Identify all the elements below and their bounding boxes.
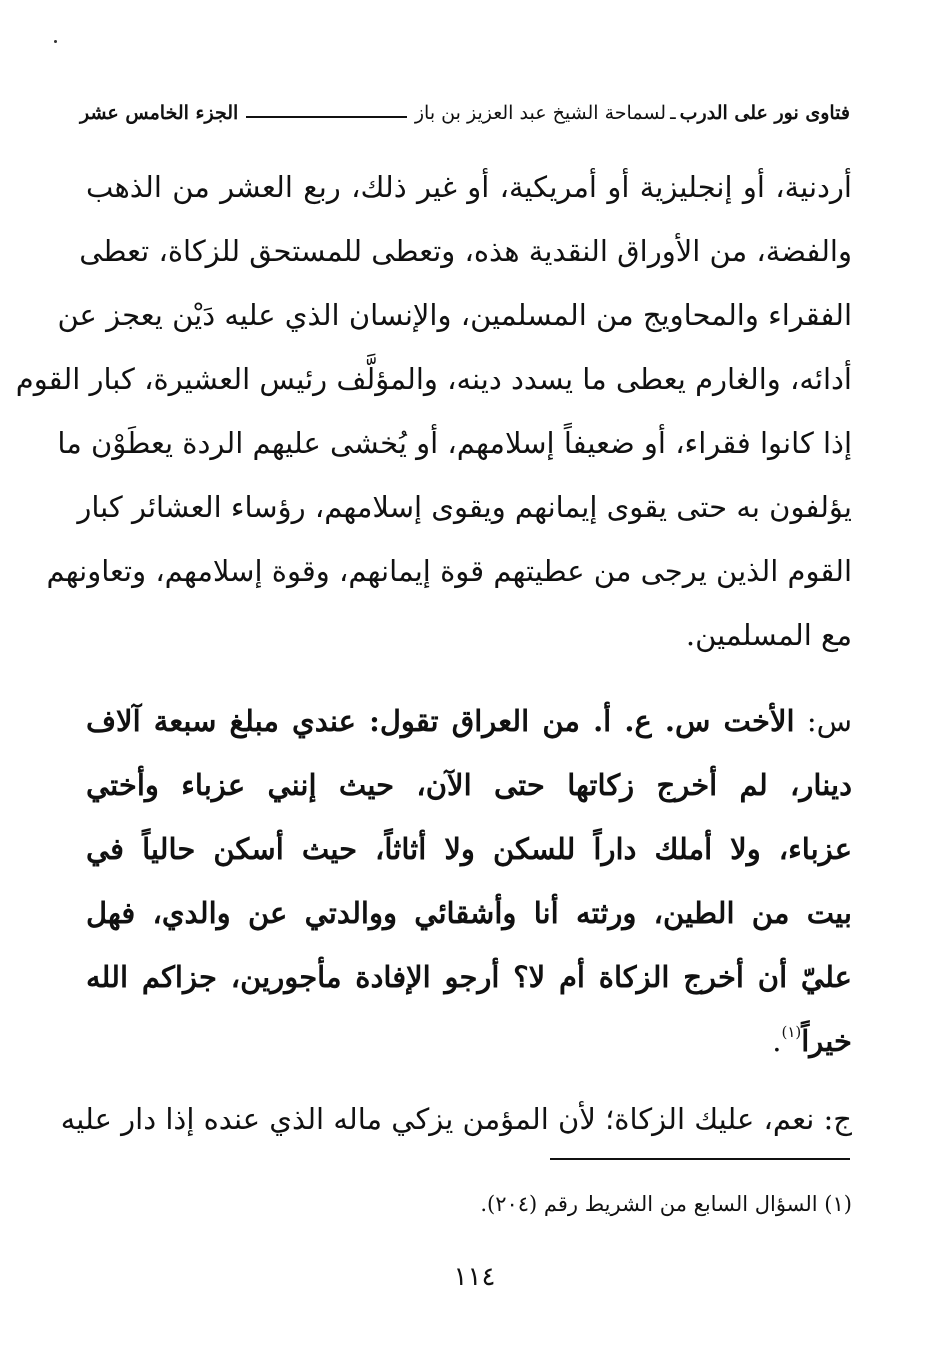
text-line: يؤلفون به حتى يقوى إيمانهم ويقوى إسلامهم، رؤساء العشائر كبار bbox=[77, 490, 852, 524]
text-line: الفقراء والمحاويج من المسلمين، والإنسان الذي عليه دَيْن يعجز عن bbox=[57, 298, 852, 332]
text-line: والفضة، من الأوراق النقدية هذه، وتعطى للمستحق للزكاة، تعطى bbox=[79, 234, 852, 268]
book-title: فتاوى نور على الدرب bbox=[679, 102, 850, 124]
text-line: مع المسلمين. bbox=[685, 618, 852, 652]
answer-block bbox=[60, 1087, 852, 1151]
volume-part: الجزء الخامس عشر bbox=[80, 102, 239, 124]
footnote-text: (١) السؤال السابع من الشريط رقم (٢٠٤). bbox=[480, 1192, 852, 1216]
question-text: الأخت س. ع. أ. من العراق تقول: عندي مبلغ سبعة آلاف bbox=[86, 704, 795, 738]
question-line: عليّ أن أخرج الزكاة أم لا؟ أرجو الإفادة مأجورين، جزاكم الله bbox=[86, 960, 852, 994]
header-separator: ـ bbox=[670, 102, 676, 124]
author-name: لسماحة الشيخ عبد العزيز بن باز bbox=[414, 102, 667, 124]
running-header bbox=[80, 95, 850, 131]
footnote-reference[interactable]: (١) bbox=[781, 1023, 802, 1041]
question-prefix: س: bbox=[806, 704, 852, 738]
header-rule bbox=[246, 116, 407, 118]
question-end: . bbox=[772, 1024, 782, 1058]
question-line: دينار، لم أخرج زكاتها حتى الآن، حيث إنني عزباء وأختي bbox=[86, 768, 852, 802]
page-number: ١١٤ bbox=[453, 1262, 496, 1292]
text-line: أردنية، أو إنجليزية أو أمريكية، أو غير ذلك، ربع العشر من الذهب bbox=[86, 170, 852, 204]
text-line: أدائه، والغارم يعطى ما يسدد دينه، والمؤلَّف رئيس العشيرة، كبار القوم bbox=[15, 362, 852, 396]
question-line: عزباء، ولا أملك داراً للسكن ولا أثاثاً، حيث أسكن حالياً في bbox=[86, 832, 852, 866]
question-last-word: خيراً bbox=[801, 1024, 852, 1058]
question-line bbox=[86, 689, 852, 753]
footnote-rule bbox=[550, 1158, 850, 1160]
question-line: بيت من الطين، ورثته أنا وأشقائي ووالدتي عن والدي، فهل bbox=[86, 896, 852, 930]
answer-prefix: ج: bbox=[823, 1102, 852, 1136]
page-body bbox=[15, 155, 852, 1151]
question-block bbox=[86, 689, 852, 1073]
answer-text: نعم، عليك الزكاة؛ لأن المؤمن يزكي ماله الذي عنده إذا دار عليه bbox=[60, 1102, 815, 1136]
text-line: القوم الذين يرجى من عطيتهم قوة إيمانهم، وقوة إسلامهم، وتعاونهم bbox=[46, 554, 852, 588]
text-line: إذا كانوا فقراء، أو ضعيفاً إسلامهم، أو يُخشى عليهم الردة يعطَوْن ما bbox=[57, 426, 852, 460]
scan-speck bbox=[54, 40, 57, 43]
paragraph-continuation bbox=[15, 155, 852, 667]
question-line bbox=[86, 1009, 852, 1073]
answer-line bbox=[60, 1087, 852, 1151]
